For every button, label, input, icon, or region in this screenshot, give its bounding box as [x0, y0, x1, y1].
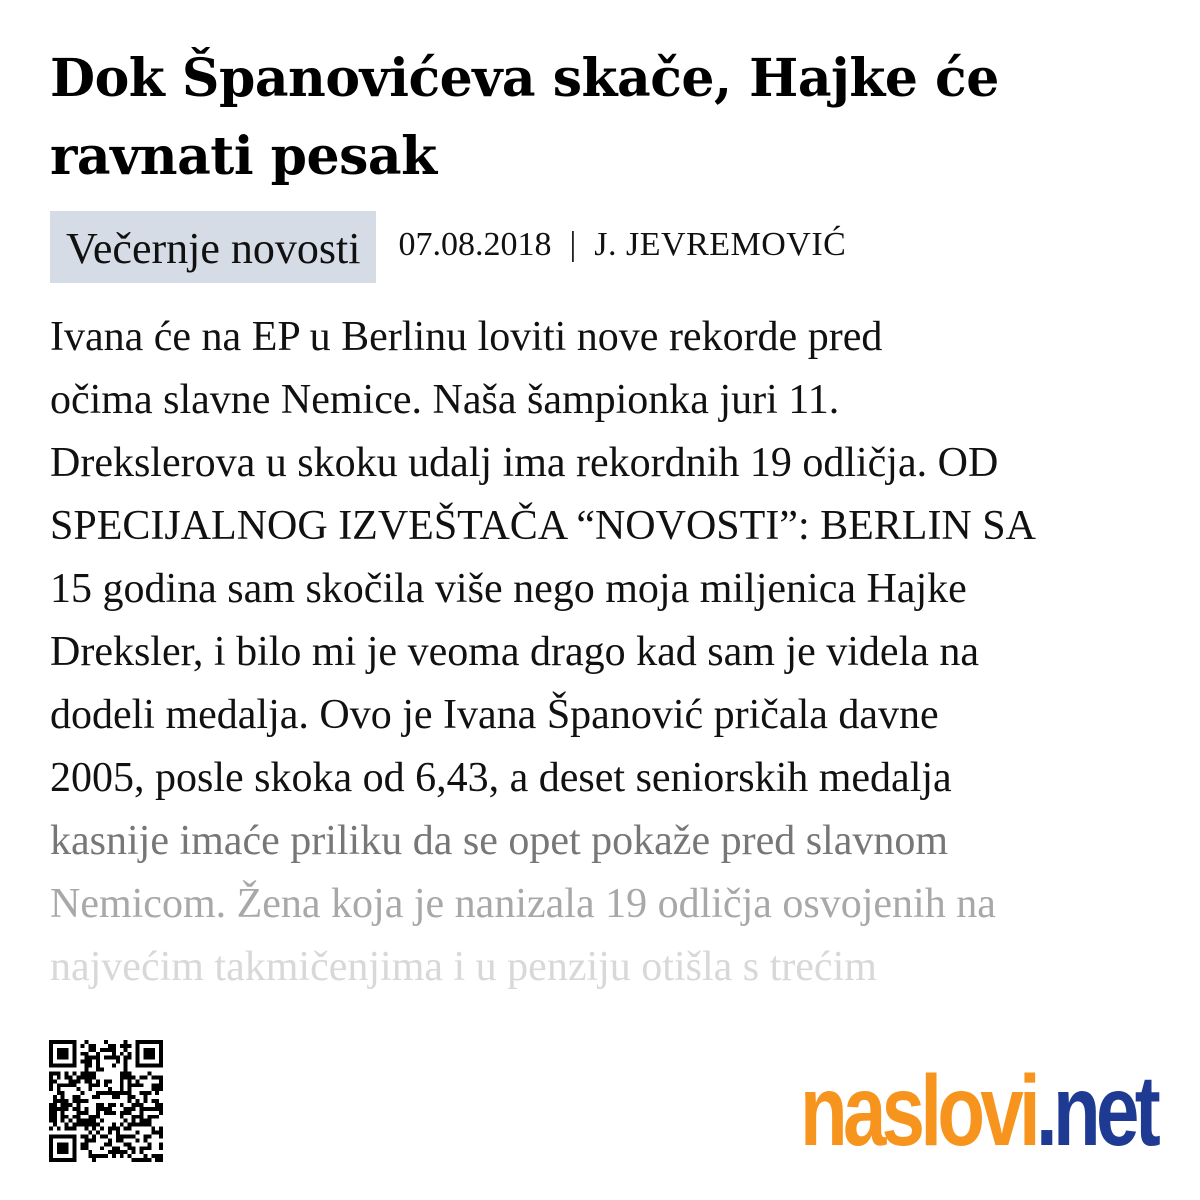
excerpt-line: očima slavne Nemice. Naša šampionka juri 11.	[50, 377, 840, 423]
logo-text-net: net	[1053, 1055, 1156, 1167]
naslovi-net-logo[interactable]	[800, 1056, 1156, 1166]
source-badge[interactable]: Večernje novosti	[50, 211, 376, 283]
excerpt-line: Dreksler, i bilo mi je veoma drago kad sam je videla na	[50, 629, 980, 675]
excerpt-line: dodeli medalja. Ovo je Ivana Španović pričala davne	[50, 692, 939, 738]
excerpt-line: Ivana će na EP u Berlinu loviti nove rekorde pred	[50, 314, 883, 360]
article-excerpt	[50, 306, 1160, 999]
excerpt-line: kasnije imaće priliku da se opet pokaže pred slavnom	[50, 818, 949, 864]
logo-text-dot: .	[1036, 1055, 1054, 1167]
article-author: J. JEVREMOVIĆ	[594, 226, 847, 263]
logo-text-naslovi: naslovi	[800, 1055, 1037, 1167]
excerpt-line: Nemicom. Žena koja je nanizala 19 odličja osvojenih na	[50, 881, 996, 927]
excerpt-line: najvećim takmičenjima i u penziju otišla s trećim	[50, 944, 877, 990]
article-date: 07.08.2018	[398, 226, 552, 263]
meta-separator: |	[569, 226, 577, 263]
excerpt-line: 15 godina sam skočila više nego moja miljenica Hajke	[50, 566, 967, 612]
excerpt-line: SPECIJALNOG IZVEŠTAČA “NOVOSTI”: BERLIN SA	[50, 503, 1036, 549]
excerpt-line: Drekslerova u skoku udalj ima rekordnih 19 odličja. OD	[50, 440, 999, 486]
article-meta	[50, 211, 846, 283]
qr-code-icon[interactable]	[48, 1040, 164, 1162]
excerpt-line: 2005, posle skoka od 6,43, a deset seniorskih medalja	[50, 755, 952, 801]
article-title: Dok Španovićeva skače, Hajke će ravnati pesak	[50, 48, 999, 187]
